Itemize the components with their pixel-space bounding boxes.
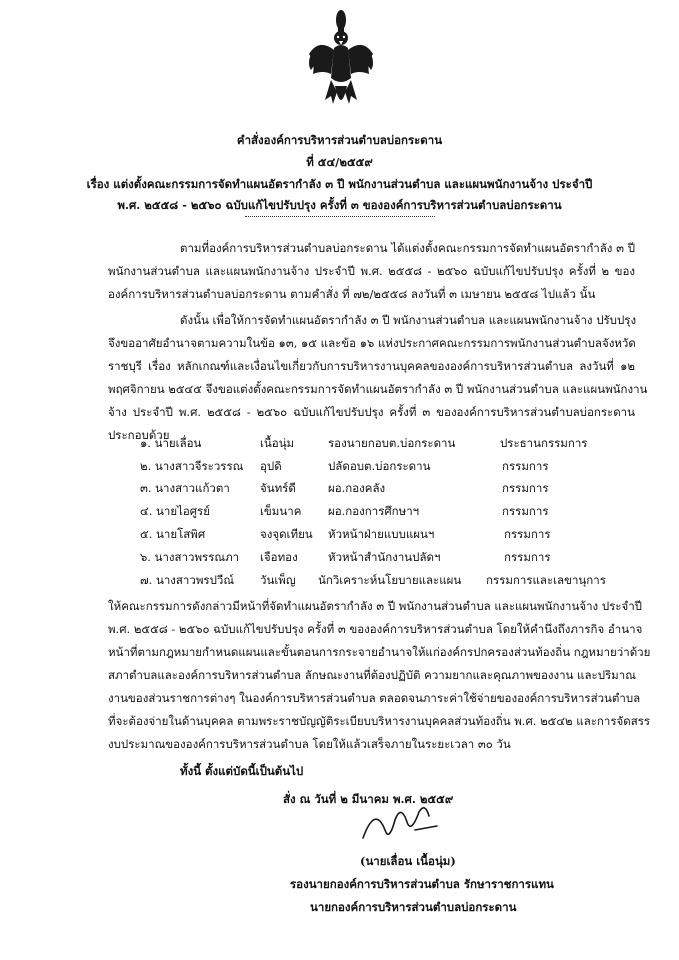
- effective-clause: ทั้งนี้ ตั้งแต่บัดนี้เป็นต้นไป: [180, 764, 304, 778]
- member-position: หัวหน้าฝ่ายแบบแผนฯ: [328, 527, 435, 541]
- paragraph1-line: องค์การบริหารส่วนตำบลบ่อกระดาน ตามคำสั่ง ที่ ๗๒/๒๕๕๘ ลงวันที่ ๓ เมษายน ๒๕๕๘ ไปแล้ว นั้น: [108, 287, 596, 301]
- paragraph2-line: ราชบุรี เรื่อง หลักเกณฑ์และเงื่อนไขเกี่ยวกับการบริหารงานบุคคลขององค์การบริหารส่วนตำบล ลงวันที่ ๑๒: [108, 359, 635, 373]
- member-name: ๓. นางสาวแก้วตา: [140, 481, 230, 495]
- member-position: หัวหน้าสำนักงานปลัดฯ: [328, 550, 441, 564]
- member-role: ประธานกรรมการ: [500, 436, 588, 450]
- member-position: ผอ.กองคลัง: [328, 481, 386, 495]
- order-title: คำสั่งองค์การบริหารส่วนตำบลบ่อกระดาน: [236, 133, 443, 147]
- member-surname: วันเพ็ญ: [260, 573, 296, 587]
- signer-title-1: รองนายกองค์การบริหารส่วนตำบล รักษาราชการแทน: [290, 877, 554, 891]
- signature-icon: [355, 800, 445, 845]
- member-role: กรรมการ: [504, 550, 551, 564]
- member-surname: อุปดิ: [260, 459, 282, 473]
- paragraph3-line: สภาตำบลและองค์การบริหารส่วนตำบล ลักษณะงานที่ต้องปฏิบัติ ความยากและคุณภาพของงาน และปริมาณ: [108, 668, 636, 682]
- paragraph3-line: ที่จะต้องจ่ายในด้านบุคคล ตามพระราชบัญญัติระเบียบบริหารงานบุคคลส่วนท้องถิ่น พ.ศ. ๒๕๔๒ และการจัดสรร: [108, 714, 651, 728]
- paragraph3-line: หน้าที่ตามกฎหมายกำหนดแผนและขั้นตอนการกระจายอำนาจให้แก่องค์กรปกครองส่วนท้องถิ่น กฎหมายว่าด้วย: [108, 645, 651, 659]
- member-position: รองนายกอบต.บ่อกระดาน: [328, 436, 456, 450]
- member-name: ๗. นางสาวพรปวีณ์: [140, 573, 235, 587]
- paragraph3-line: ให้คณะกรรมการดังกล่าวมีหน้าที่จัดทำแผนอัตรากำลัง ๓ ปี พนักงานส่วนตำบล และแผนพนักงานจ้าง ประจำปี: [108, 599, 642, 613]
- member-role: กรรมการ: [504, 527, 551, 541]
- paragraph2-line: พฤศจิกายน ๒๕๔๕ จึงขอแต่งตั้งคณะกรรมการจัดทำแผนอัตรากำลัง ๓ ปี พนักงานส่วนตำบล และแผนพนักงาน: [108, 382, 648, 396]
- member-surname: เข็มนาค: [260, 504, 302, 518]
- paragraph3-line: พ.ศ. ๒๕๕๘ - ๒๕๖๐ ฉบับแก้ไขปรับปรุง ครั้งที่ ๓ ขององค์การบริหารส่วนตำบล โดยให้คำนึงถึงภารกิจ อำนาจ: [108, 622, 643, 636]
- member-position: ปลัดอบต.บ่อกระดาน: [328, 459, 431, 473]
- paragraph3-line: งานของส่วนราชการต่างๆ ในองค์การบริหารส่วนตำบล ตลอดจนภาระค่าใช้จ่ายขององค์การบริหารส่วนตำบล: [108, 691, 641, 705]
- member-surname: จันทร์ดี: [260, 481, 296, 495]
- subject-line-1: เรื่อง แต่งตั้งคณะกรรมการจัดทำแผนอัตรากำลัง ๓ ปี พนักงานส่วนตำบล และแผนพนักงานจ้าง ประจำปี: [86, 177, 593, 191]
- signer-title-2: นายกองค์การบริหารส่วนตำบลบ่อกระดาน: [310, 900, 517, 914]
- member-role: กรรมการ: [502, 481, 549, 495]
- paragraph1-line: ตามที่องค์การบริหารส่วนตำบลบ่อกระดาน ได้แต่งตั้งคณะกรรมการจัดทำแผนอัตรากำลัง ๓ ปี: [180, 241, 635, 255]
- member-role: กรรมการ: [502, 504, 549, 518]
- member-position: ผอ.กองการศึกษาฯ: [328, 504, 420, 518]
- member-surname: เจือทอง: [260, 550, 298, 564]
- member-surname: จงจุดเทียน: [260, 527, 313, 541]
- member-name: ๑. นายเลื่อน: [140, 436, 202, 450]
- member-name: ๕. นายโสพิศ: [140, 527, 206, 541]
- order-date: สั่ง ณ วันที่ ๒ มีนาคม พ.ศ. ๒๕๕๙: [283, 792, 454, 806]
- subject-line-2: พ.ศ. ๒๕๕๘ - ๒๕๖๐ ฉบับแก้ไขปรับปรุง ครั้งที่ ๓ ขององค์การบริหารส่วนตำบลบ่อกระดาน: [117, 198, 562, 212]
- member-role: กรรมการและเลขานุการ: [486, 573, 606, 587]
- member-name: ๖. นางสาวพรรณภา: [140, 550, 240, 564]
- member-name: ๒. นางสาวจีระวรรณ: [140, 459, 244, 473]
- divider: [245, 216, 435, 217]
- paragraph2-line: จ้าง ประจำปี พ.ศ. ๒๕๕๘ - ๒๕๖๐ ฉบับแก้ไขปรับปรุง ครั้งที่ ๓ ขององค์การบริหารส่วนตำบลบ่อกระดาน: [108, 405, 635, 419]
- member-position: นักวิเคราะห์นโยบายและแผน: [318, 573, 462, 587]
- paragraph3-line: งบประมาณขององค์การบริหารส่วนตำบล โดยให้แล้วเสร็จภายในระยะเวลา ๓๐ วัน: [108, 737, 511, 751]
- garuda-emblem-icon: [305, 8, 377, 118]
- paragraph1-line: พนักงานส่วนตำบล และแผนพนักงานจ้าง ประจำปี พ.ศ. ๒๕๕๘ - ๒๕๖๐ ฉบับแก้ไขปรับปรุง ครั้งที่ ๒ ของ: [108, 264, 635, 278]
- order-number: ที่ ๕๔/๒๕๕๙: [306, 155, 373, 169]
- paragraph2-line: จึงขออาศัยอำนาจตามความในข้อ ๑๓, ๑๕ และข้อ ๑๖ แห่งประกาศคณะกรรมการพนักงานส่วนตำบลจังหวัด: [108, 336, 636, 350]
- member-name: ๔. นายไอศูรย์: [140, 504, 210, 518]
- signer-name: (นายเลื่อน เนื้อนุ่ม): [360, 854, 456, 868]
- paragraph2-line: ดังนั้น เพื่อให้การจัดทำแผนอัตรากำลัง ๓ ปี พนักงานส่วนตำบล และแผนพนักงานจ้าง ปรับปรุง: [180, 313, 637, 327]
- member-role: กรรมการ: [502, 459, 549, 473]
- paragraph2-line: ประกอบด้วย: [108, 428, 170, 442]
- member-surname: เนื้อนุ่ม: [260, 436, 295, 450]
